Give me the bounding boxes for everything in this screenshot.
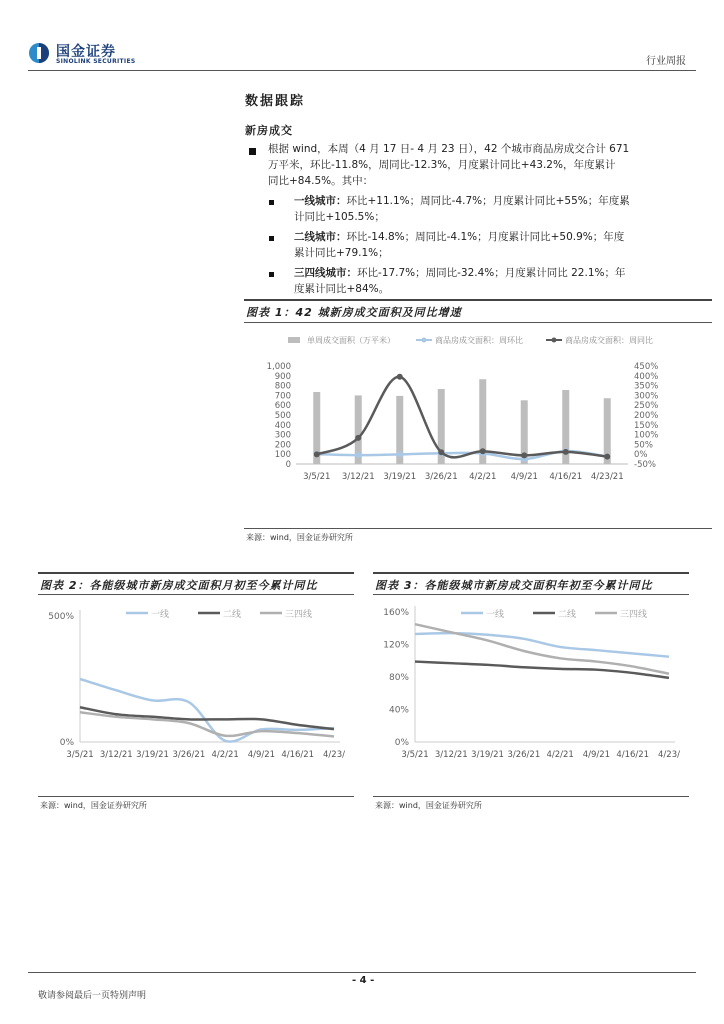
series-line [415,624,669,674]
legend-marker [552,338,557,343]
x-tick-label: 4/2/21 [469,472,497,482]
x-tick-label: 4/23/ [658,750,680,760]
x-tick-label: 4/16/21 [549,472,583,482]
legend-label: 三四线 [285,610,313,620]
section-title: 数据跟踪 [245,94,306,109]
y-tick-label: 0% [394,738,409,748]
x-tick-label: 3/12/21 [341,472,375,482]
tier-line: 环比-14.8%；周同比-4.1%；月度累计同比+50.9%；年度 [346,231,625,243]
y-right-tick-label: 450% [634,362,659,372]
bullet-icon [269,272,274,277]
y-left-tick-label: 600 [274,401,291,412]
data-point [397,451,403,457]
y-left-tick-label: 200 [274,440,291,451]
data-point [521,452,527,458]
x-tick-label: 4/16/21 [616,750,650,760]
legend-swatch [288,337,300,343]
legend-label: 一线 [486,610,505,620]
figure-2-source: 来源：wind，国金证券研究所 [40,801,147,810]
company-logo-icon [28,42,50,64]
figure-title-rule [373,594,689,595]
figure-title-rule [244,322,712,323]
x-tick-label: 4/2/21 [546,750,574,760]
x-tick-label: 3/19/21 [471,750,504,760]
y-left-tick-label: 0 [285,460,291,470]
tier-line: 计同比+105.5%； [294,211,385,223]
data-point [438,449,444,455]
figure-1-title: 图表 1：42 城新房成交面积及同比增速 [246,306,462,319]
tier-label: 三四线城市： [294,267,357,279]
x-tick-label: 3/12/21 [99,750,133,760]
y-tick-label: 500% [48,612,74,622]
x-tick-label: 4/2/21 [211,750,239,760]
x-tick-label: 3/5/21 [401,750,429,760]
figure-title-rule [38,594,354,595]
figure-3-title: 图表 3：各能级城市新房成交面积年初至今累计同比 [375,579,653,592]
figure-bottom-rule [244,528,712,529]
figure-bottom-rule [373,796,689,797]
data-point [604,454,610,460]
tier-line: 度累计同比+84%。 [294,283,390,295]
y-left-tick-label: 700 [274,391,291,402]
y-right-tick-label: 100% [634,430,659,441]
figure-top-rule [244,299,712,301]
tier-line: 环比+11.1%；周同比-4.7%；月度累计同比+55%；年度累 [346,195,630,207]
y-right-tick-label: 0% [634,450,648,461]
x-tick-label: 3/26/21 [424,472,458,482]
y-left-tick-label: 100 [274,450,291,461]
tier-label: 一线城市： [294,195,347,207]
legend-label: 单周成交面积（万平米） [307,336,395,345]
y-tick-label: 0% [59,738,74,748]
x-tick-label: 4/23/21 [590,472,624,482]
y-left-tick-label: 800 [274,381,291,392]
y-left-tick-label: 500 [274,411,291,421]
y-left-tick-label: 1,000 [266,362,291,372]
legend-label: 二线 [223,610,242,620]
summary-line: 万平米，环比-11.8%，周同比-12.3%，月度累计同比+43.2%，年度累计 [268,159,616,171]
legend-label: 一线 [151,610,170,620]
bullet-icon [249,148,256,155]
series-line [415,633,669,657]
y-right-tick-label: -50% [634,460,656,470]
page-number: - 4 - [352,975,375,986]
x-tick-label: 3/5/21 [303,472,331,482]
data-point [355,435,361,441]
data-point [314,451,320,457]
summary-line: 同比+84.5%。其中： [268,175,374,187]
x-tick-label: 3/12/21 [434,750,468,760]
y-right-tick-label: 50% [634,440,653,451]
figure-top-rule [373,572,689,574]
series-line [415,662,669,678]
figure-1-chart [244,328,712,528]
tier-line: 环比-17.7%；周同比-32.4%；月度累计同比 22.1%；年 [357,267,626,279]
legend-marker [422,338,427,343]
tier-first-paragraph [294,193,630,225]
figure-2-title: 图表 2：各能级城市新房成交面积月初至今累计同比 [40,579,318,592]
data-point [480,448,486,454]
x-tick-label: 4/9/21 [510,472,538,482]
report-type-label: 行业周报 [646,56,686,67]
figure-bottom-rule [38,796,354,797]
x-tick-label: 3/5/21 [66,750,94,760]
bullet-icon [269,200,274,205]
x-tick-label: 3/26/21 [172,750,206,760]
figure-2-chart [38,598,354,794]
x-tick-label: 4/9/21 [582,750,611,760]
x-tick-label: 3/26/21 [507,750,541,760]
y-right-tick-label: 200% [634,411,659,421]
subsection-title: 新房成交 [245,124,293,137]
x-tick-label: 4/16/21 [281,750,315,760]
tier-line: 累计同比+79.1%； [294,247,389,259]
x-tick-label: 3/19/21 [383,472,417,482]
figure-1-source: 来源：wind，国金证券研究所 [246,533,353,542]
y-tick-label: 160% [383,608,409,618]
footer-disclaimer: 敬请参阅最后一页特别声明 [38,991,147,1001]
x-tick-label: 3/19/21 [136,750,169,760]
header-divider [28,70,696,71]
bullet-icon [269,236,274,241]
tier-label: 二线城市： [294,231,347,243]
x-tick-label: 4/9/21 [247,750,276,760]
data-point [563,449,569,455]
figure-3-chart [373,598,689,794]
figure-3-source: 来源：wind，国金证券研究所 [375,801,482,810]
footer-divider [28,972,696,973]
y-right-tick-label: 150% [634,420,659,431]
brand-name-en: SINOLINK SECURITIES [56,58,136,65]
y-right-tick-label: 300% [634,391,659,402]
summary-paragraph [268,141,629,189]
y-left-tick-label: 900 [274,371,291,382]
legend-label: 商品房成交面积：周环比 [435,336,523,345]
summary-line: 根据 wind，本周（4 月 17 日- 4 月 23 日），42 个城市商品房成交合计 671 [268,143,630,155]
y-right-tick-label: 400% [634,371,659,382]
y-left-tick-label: 400 [274,420,291,431]
y-right-tick-label: 250% [634,401,659,412]
tier-third-paragraph [294,265,625,297]
y-tick-label: 40% [388,705,409,716]
brand-name-cn: 国金证券 [56,44,116,60]
data-point [397,374,403,380]
y-tick-label: 80% [388,673,409,683]
x-tick-label: 4/23/ [323,750,345,760]
y-right-tick-label: 350% [634,381,659,392]
legend-label: 商品房成交面积：周同比 [565,336,653,345]
legend-label: 三四线 [620,610,648,620]
y-left-tick-label: 300 [274,430,291,441]
y-tick-label: 120% [383,640,409,651]
tier-second-paragraph [294,229,624,261]
data-point [355,452,361,458]
figure-top-rule [38,572,354,574]
legend-label: 二线 [558,610,577,620]
